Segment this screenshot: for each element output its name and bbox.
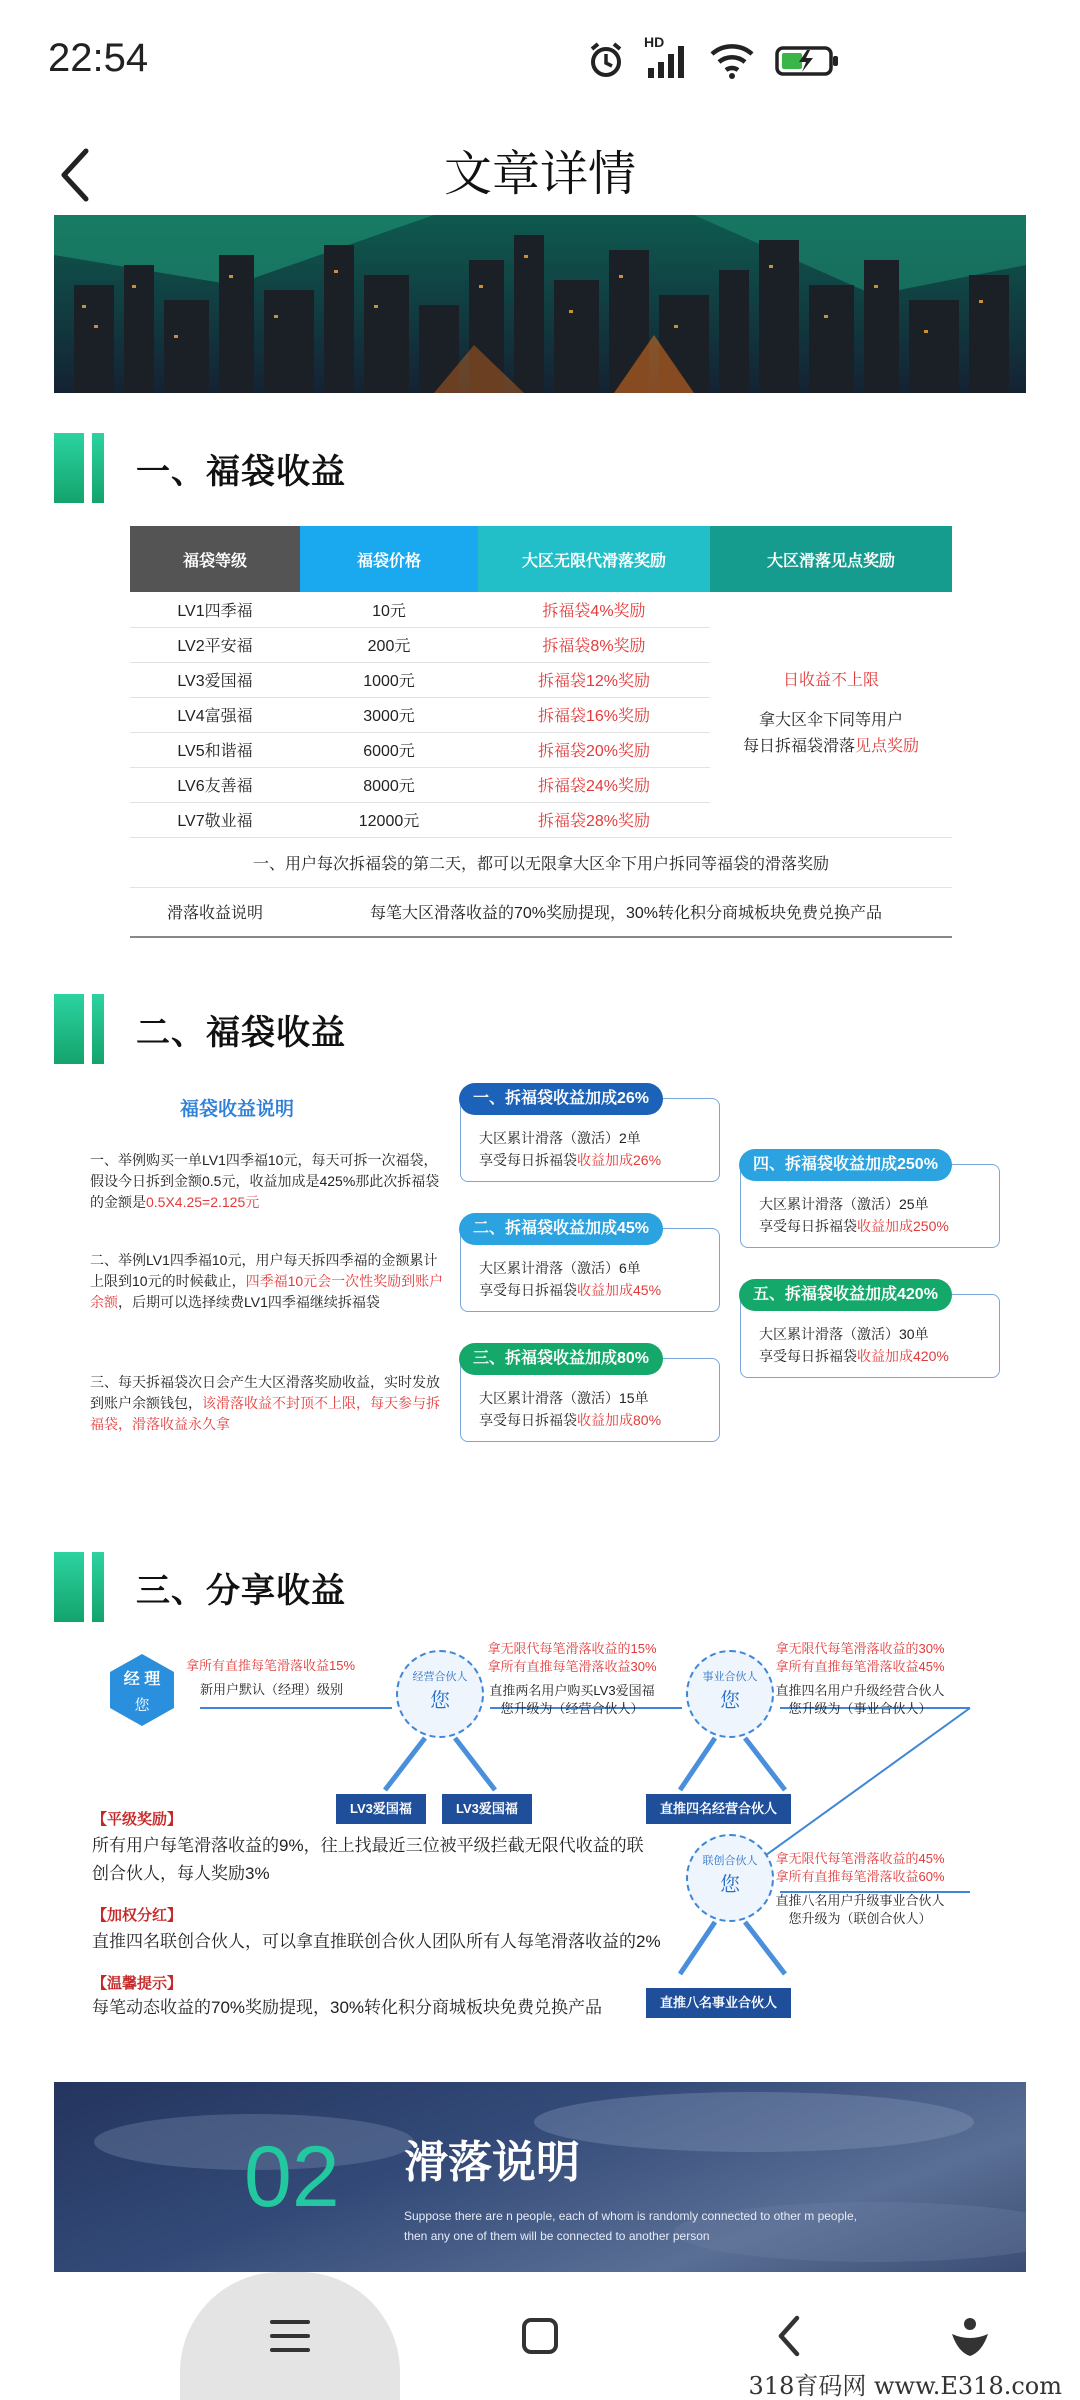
manager-you: 您 xyxy=(134,1697,150,1714)
node-red-line: 拿所有直推每笔滑落收益45% xyxy=(775,1659,945,1674)
node-desc-line: 直推四名用户升级经营合伙人 xyxy=(775,1683,945,1698)
table-cell-price: 6000元 xyxy=(300,732,478,767)
bonus-card-line: 大区累计滑落（激活）30单 xyxy=(759,1326,929,1342)
badge: LV3爱国福 xyxy=(442,1794,532,1824)
node-desc-line: 您升级为（事业合伙人） xyxy=(788,1701,932,1716)
table-cell-reward: 拆福袋24%奖励 xyxy=(478,767,710,802)
bonus-card xyxy=(460,1220,720,1312)
table-note-text: 每笔大区滑落收益的70%奖励提现，30%转化积分商城板块免费兑换产品 xyxy=(300,887,952,937)
section2-subtitle: 福袋收益说明 xyxy=(180,1099,295,1120)
node-desc-line: 直推两名用户购买LV3爱国福 xyxy=(489,1683,655,1698)
manager-node xyxy=(108,1652,176,1728)
s3-label: 【平级奖励】 xyxy=(92,1811,183,1828)
table-header: 福袋等级 xyxy=(130,526,300,592)
table-cell-level: LV4富强福 xyxy=(130,697,300,732)
city-banner-image xyxy=(54,215,1026,393)
bonus-card-line: 大区累计滑落（激活）25单 xyxy=(759,1196,929,1212)
partner-label: 联创合伙人 xyxy=(702,1855,758,1867)
alarm-icon xyxy=(586,40,626,85)
table-cell-price: 3000元 xyxy=(300,697,478,732)
slide-title: 滑落说明 xyxy=(404,2137,580,2188)
battery-icon xyxy=(774,40,840,85)
section2-paragraph: 三、每天拆福袋次日会产生大区滑落奖励收益，实时发放到账户余额钱包，该滑落收益不封顶不上限，每天参与拆福袋，滑落收益永久拿 xyxy=(90,1374,440,1432)
node-red-line: 拿所有直推每笔滑落收益60% xyxy=(775,1869,945,1884)
partner-you: 您 xyxy=(720,1874,740,1896)
bonus-card xyxy=(460,1090,720,1182)
menu-icon xyxy=(268,2316,312,2356)
bonus-card-line: 享受每日拆福袋收益加成26% xyxy=(479,1152,662,1168)
badge: 直推四名经营合伙人 xyxy=(646,1794,791,1824)
node-desc-line: 您升级为（经营合伙人） xyxy=(500,1701,644,1716)
watermark-text: 318育码网 www.E318.com xyxy=(748,2372,1062,2400)
section-accent-bar xyxy=(54,433,84,503)
section1-header xyxy=(54,432,346,504)
bonus-card-line: 享受每日拆福袋收益加成45% xyxy=(479,1282,662,1298)
node-red-line: 拿无限代每笔滑落收益的45% xyxy=(775,1851,945,1866)
assistant-icon xyxy=(950,2314,990,2358)
table-cell-price: 1000元 xyxy=(300,662,478,697)
section-accent-bar xyxy=(92,1552,104,1622)
table-cell-level: LV6友善福 xyxy=(130,767,300,802)
bonus-card-tag: 五、拆福袋收益加成420% xyxy=(739,1279,952,1311)
bonus-card-line: 大区累计滑落（激活）2单 xyxy=(479,1130,641,1146)
node-desc-line: 新用户默认（经理）级别 xyxy=(200,1682,344,1697)
section-accent-bar xyxy=(54,994,84,1064)
manager-label: 经 理 xyxy=(123,1671,161,1688)
bonus-card xyxy=(740,1286,1000,1378)
bonus-card xyxy=(740,1156,1000,1248)
table-cell-reward: 拆福袋28%奖励 xyxy=(478,802,710,837)
table-note-row xyxy=(130,887,952,937)
page-title: 文章详情 xyxy=(443,148,636,201)
partner2-info xyxy=(760,1640,960,1718)
status-time: 22:54 xyxy=(48,36,149,80)
table-header: 大区无限代滑落奖励 xyxy=(478,526,710,592)
bonus-card-line: 享受每日拆福袋收益加成80% xyxy=(479,1412,662,1428)
bonus-card-line: 享受每日拆福袋收益加成250% xyxy=(759,1218,949,1234)
section-accent-bar xyxy=(92,433,104,503)
section-accent-bar xyxy=(54,1552,84,1622)
table-cell-price: 8000元 xyxy=(300,767,478,802)
table-header: 大区滑落见点奖励 xyxy=(710,526,952,592)
table-cell-reward: 拆福袋8%奖励 xyxy=(478,627,710,662)
table-cell-reward: 拆福袋12%奖励 xyxy=(478,662,710,697)
table-cell-price: 10元 xyxy=(300,592,478,627)
partner-node xyxy=(396,1650,484,1738)
section2-title: 二、福袋收益 xyxy=(136,1012,346,1053)
status-icons xyxy=(586,33,840,84)
node-red-line: 拿无限代每笔滑落收益的15% xyxy=(487,1641,657,1656)
badge: 直推八名事业合伙人 xyxy=(646,1988,791,2018)
section2-header xyxy=(54,993,346,1065)
node-desc-line: 直推八名用户升级事业合伙人 xyxy=(775,1893,945,1908)
table-cell-level: LV7敬业福 xyxy=(130,802,300,837)
section2-paragraph: 二、举例LV1四季福10元，用户每天拆四季福的金额累计上限到10元的时候截止，四季福10元会一次性奖励到账户余额，后期可以选择续费LV1四季福继续拆福袋 xyxy=(90,1252,444,1310)
bonus-card-tag: 一、拆福袋收益加成26% xyxy=(459,1083,663,1115)
app-header xyxy=(0,120,1080,230)
signal-icon xyxy=(644,33,690,85)
network-label: HD xyxy=(644,33,665,50)
table-cell-level: LV3爱国福 xyxy=(130,662,300,697)
bonus-card-line: 大区累计滑落（激活）6单 xyxy=(479,1260,641,1276)
slide-banner xyxy=(54,2082,1026,2272)
s3-label: 【加权分红】 xyxy=(92,1907,183,1924)
table-note: 一、用户每次拆福袋的第二天，都可以无限拿大区伞下用户拆同等福袋的滑落奖励 xyxy=(130,837,952,887)
bonus-card-tag: 二、拆福袋收益加成45% xyxy=(459,1213,663,1245)
s3-paragraph: 直推四名联创合伙人，可以拿直推联创合伙人团队所有人每笔滑落收益的2% xyxy=(92,1932,661,1951)
table-cell-price: 12000元 xyxy=(300,802,478,837)
node-red-line: 拿所有直推每笔滑落收益15% xyxy=(186,1658,356,1673)
s3-label: 【温馨提示】 xyxy=(92,1975,183,1992)
reward-table xyxy=(130,526,952,938)
table-note-row xyxy=(130,837,952,887)
table-cell-level: LV1四季福 xyxy=(130,592,300,627)
home-button[interactable] xyxy=(480,2272,600,2400)
merged-line: 拿大区伞下同等用户 xyxy=(758,712,903,730)
table-cell-level: LV5和谐福 xyxy=(130,732,300,767)
section2-paragraph: 一、举例购买一单LV1四季福10元，每天可拆一次福袋，假设今日拆到金额0.5元，收益加成是425%那此次拆福袋的金额是0.5X4.25=2.125元 xyxy=(90,1152,440,1210)
section3-header xyxy=(54,1551,346,1623)
status-bar xyxy=(0,0,1080,120)
merged-line: 每日拆福袋滑落见点奖励 xyxy=(742,738,920,756)
merged-line: 日收益不上限 xyxy=(782,672,879,690)
badge: LV3爱国福 xyxy=(336,1794,426,1824)
wifi-icon xyxy=(708,40,756,85)
table-note-label: 滑落收益说明 xyxy=(130,887,300,937)
s3-paragraph: 每笔动态收益的70%奖励提现，30%转化积分商城板块免费兑换产品 xyxy=(92,1998,603,2017)
node-red-line: 拿无限代每笔滑落收益的30% xyxy=(775,1641,945,1656)
table-cell-reward: 拆福袋16%奖励 xyxy=(478,697,710,732)
table-header: 福袋价格 xyxy=(300,526,478,592)
table-cell-merged xyxy=(710,592,952,837)
section1-title: 一、福袋收益 xyxy=(136,451,346,492)
s3-paragraph: 所有用户每笔滑落收益的9%，往上找最近三位被平级拦截无限代收益的联创合伙人，每人奖励3% xyxy=(92,1836,644,1883)
partner-label: 经营合伙人 xyxy=(412,1671,468,1683)
table-row xyxy=(130,592,952,627)
recent-apps-button[interactable] xyxy=(180,2272,400,2400)
node-desc-line: 您升级为（联创合伙人） xyxy=(788,1911,932,1926)
node-red-line: 拿所有直推每笔滑落收益30% xyxy=(487,1659,657,1674)
slide-description: Suppose there are n people, each of whom is randomly connected to other m people, then any one of them will be connected to another person xyxy=(404,2209,857,2243)
partner3-info xyxy=(760,1850,960,1928)
section3-title: 三、分享收益 xyxy=(136,1570,346,1611)
table-cell-price: 200元 xyxy=(300,627,478,662)
manager-info xyxy=(186,1657,386,1699)
bonus-card-line: 享受每日拆福袋收益加成420% xyxy=(759,1348,949,1364)
bonus-card-tag: 四、拆福袋收益加成250% xyxy=(739,1149,952,1181)
slide-number: 02 xyxy=(244,2129,340,2225)
bonus-card-tag: 三、拆福袋收益加成80% xyxy=(459,1343,663,1375)
partner-label: 事业合伙人 xyxy=(702,1671,758,1683)
partner-you: 您 xyxy=(720,1690,740,1712)
square-home-icon xyxy=(520,2316,560,2356)
table-cell-level: LV2平安福 xyxy=(130,627,300,662)
chevron-left-icon xyxy=(775,2314,805,2358)
table-cell-reward: 拆福袋20%奖励 xyxy=(478,732,710,767)
section-accent-bar xyxy=(92,994,104,1064)
table-cell-reward: 拆福袋4%奖励 xyxy=(478,592,710,627)
partner1-info xyxy=(472,1640,672,1718)
partner-you: 您 xyxy=(430,1690,450,1712)
bonus-card-line: 大区累计滑落（激活）15单 xyxy=(479,1390,649,1406)
bonus-card xyxy=(460,1350,720,1442)
